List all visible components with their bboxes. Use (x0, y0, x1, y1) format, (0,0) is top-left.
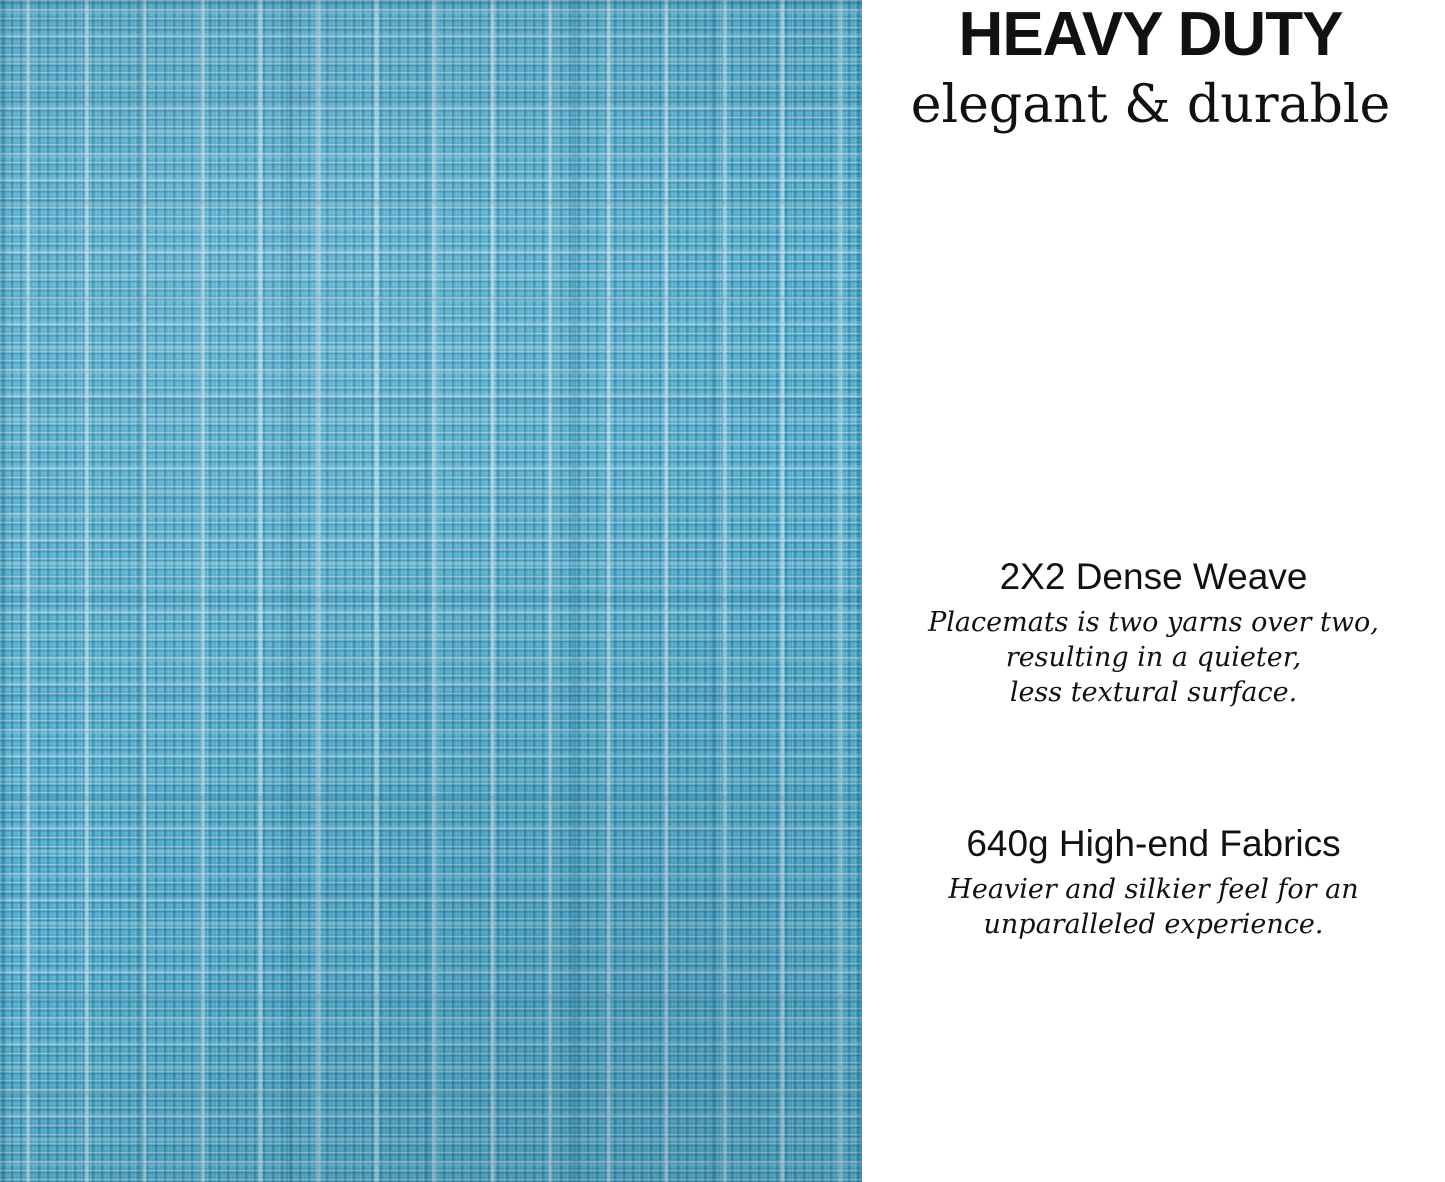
feature-title-fabric-weight: 640g High-end Fabrics (966, 823, 1341, 864)
swatch-color-label (10, 1164, 128, 1176)
info-panel (862, 0, 1445, 1182)
feature-item-weave (896, 555, 1411, 710)
feature-item-fabric-weight (896, 822, 1411, 942)
feature-description-weave (896, 605, 1411, 710)
feature-title-weave: 2X2 Dense Weave (999, 556, 1308, 597)
headline: HEAVY DUTY (958, 0, 1343, 69)
feature-description-fabric-weight (896, 872, 1411, 942)
feature-desc-line: less textural surface. (1009, 677, 1298, 708)
feature-desc-line: unparalleled experience. (983, 909, 1324, 940)
feature-desc-line: Placemats is two yarns over two, (928, 607, 1379, 638)
feature-list (862, 555, 1445, 942)
feature-desc-line: Heavier and silkier feel for an (948, 874, 1359, 905)
subheadline: elegant & durable (910, 75, 1391, 135)
feature-desc-line: resulting in a quieter, (1005, 642, 1302, 673)
